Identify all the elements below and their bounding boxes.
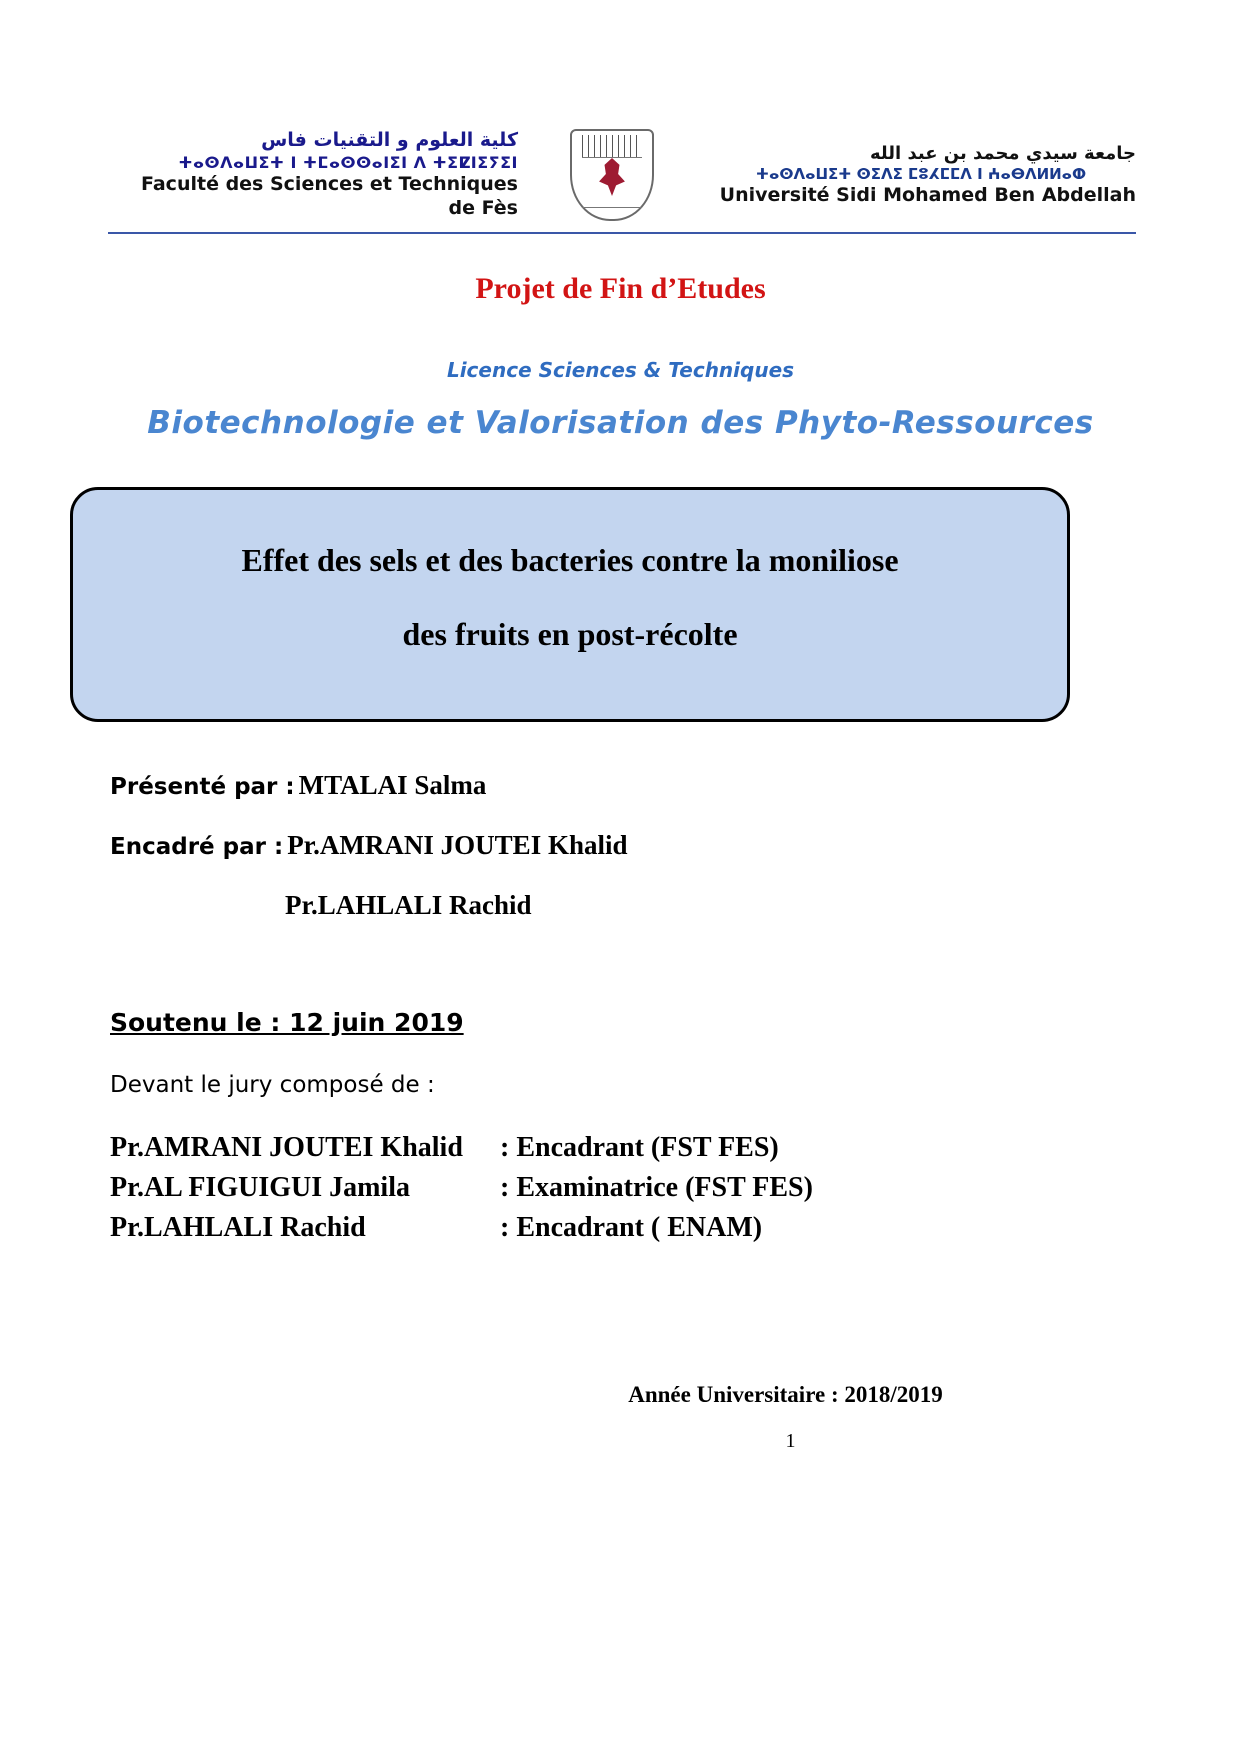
jury-member-name: Pr.AL FIGUIGUI Jamila xyxy=(110,1171,410,1203)
faculty-identity xyxy=(108,129,518,220)
jury-intro-text: Devant le jury composé de : xyxy=(110,1072,435,1098)
second-supervisor-value: Pr.LAHLALI Rachid xyxy=(285,890,532,920)
jury-member-row xyxy=(110,1168,1060,1208)
jury-member-role: : Encadrant ( ENAM) xyxy=(500,1211,763,1243)
university-name-french: Université Sidi Mohamed Ben Abdellah xyxy=(719,183,1136,206)
supervised-by-row xyxy=(110,830,627,861)
jury-member-row xyxy=(110,1128,1060,1168)
university-crest-icon xyxy=(564,125,660,225)
jury-member-role: : Encadrant (FST FES) xyxy=(500,1132,779,1163)
presented-by-label: Présenté par : xyxy=(110,774,295,800)
university-name-arabic: جامعة سيدي محمد بن عبد الله xyxy=(869,142,1136,164)
faculty-name-tifinagh: ⵜⴰⵙⴷⴰⵡⵉⵜ ⵏ ⵜⵎⴰⵙⵙⴰⵏⵉⵏ ⴷ ⵜⵉⵇⵏⵉⵢⵉⵏ xyxy=(178,153,518,173)
academic-year: Année Universitaire : 2018/2019 xyxy=(628,1382,943,1407)
faculty-name-french: Faculté des Sciences et Techniques de Fès xyxy=(141,173,518,219)
presented-by-row xyxy=(110,770,486,801)
program-title: Biotechnologie et Valorisation des Phyto-Ressources xyxy=(147,405,1094,441)
presented-by-value: MTALAI Salma xyxy=(298,770,487,800)
jury-member-name: Pr.LAHLALI Rachid xyxy=(110,1211,366,1243)
crest-fan-shape xyxy=(582,135,642,158)
crest-base-shape xyxy=(582,207,642,217)
header-divider xyxy=(108,232,1136,234)
university-name-tifinagh: ⵜⴰⵙⴷⴰⵡⵉⵜ ⵙⵉⴷⵉ ⵎⵓⵃⵎⵎⴷ ⵏ ⵄⴰⴱⴷⵍⵍⴰⵀ xyxy=(755,165,1087,183)
jury-list xyxy=(110,1128,1060,1247)
second-supervisor-row xyxy=(285,890,532,921)
subject-line-1: Effet des sels et des bacteries contre la moniliose xyxy=(241,541,899,578)
document-header xyxy=(108,120,1136,230)
supervised-by-label: Encadré par : xyxy=(110,834,284,860)
project-type-title: Projet de Fin d’Etudes xyxy=(475,272,766,305)
defense-date: Soutenu le : 12 juin 2019 xyxy=(110,1008,464,1037)
page-number: 1 xyxy=(785,1430,796,1452)
faculty-name-arabic: كلية العلوم و التقنيات فاس xyxy=(261,129,518,152)
university-identity xyxy=(706,143,1136,208)
jury-member-role: : Examinatrice (FST FES) xyxy=(500,1171,813,1203)
degree-line: Licence Sciences & Techniques xyxy=(446,358,795,382)
jury-member-row xyxy=(110,1208,1060,1248)
subject-line-2: des fruits en post-récolte xyxy=(402,615,738,652)
jury-member-name: Pr.AMRANI JOUTEI Khalid xyxy=(110,1132,463,1163)
subject-box xyxy=(70,487,1070,722)
supervised-by-value: Pr.AMRANI JOUTEI Khalid xyxy=(287,830,628,860)
